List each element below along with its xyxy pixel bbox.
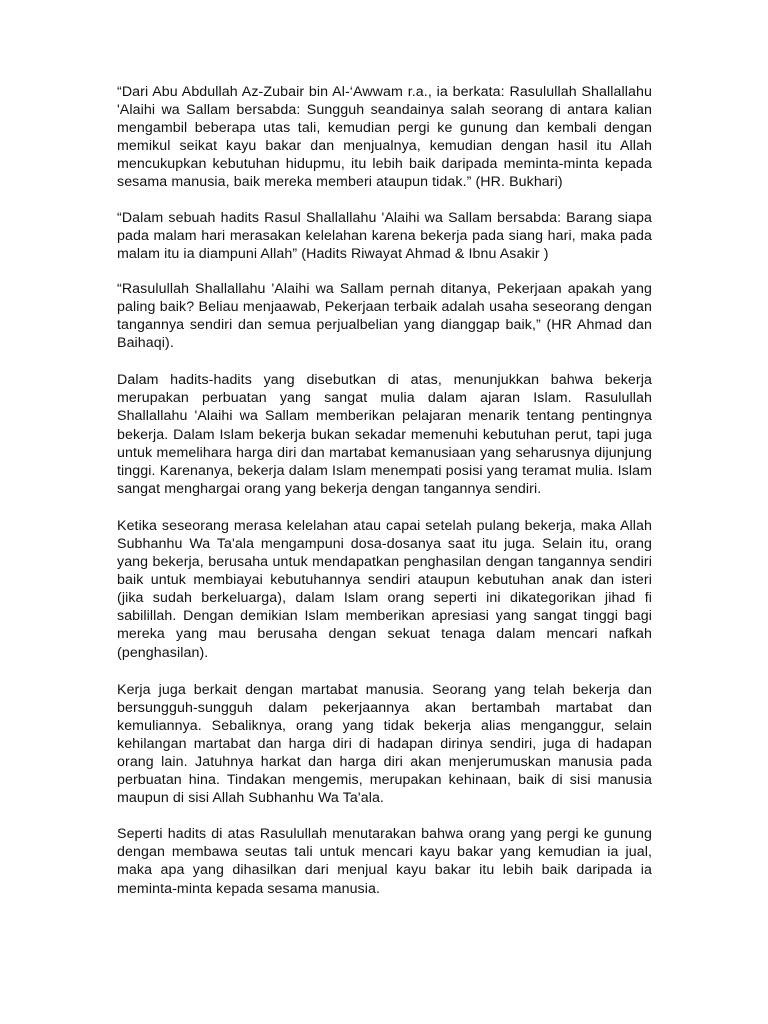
paragraph-explanation-work-noble: Dalam hadits-hadits yang disebutkan di atas, menunjukkan bahwa bekerja merupakan perbuatan yang sangat mulia dalam ajaran Islam. Rasulullah Shallallahu 'Alaihi wa Sallam memberikan pelajaran menarik tentang pentingnya bekerja. Dalam Islam bekerja bukan sekadar memenuhi kebutuhan perut, tapi juga untuk memelihara harga diri dan martabat kemanusiaan yang seharusnya dijunjung tinggi. Karenanya, bekerja dalam Islam menempati posisi yang teramat mulia. Islam sangat menghargai orang yang bekerja dengan tangannya sendiri. — [117, 372, 652, 497]
paragraph-hadith-ahmad-baihaqi: “Rasulullah Shallallahu 'Alaihi wa Sallam pernah ditanya, Pekerjaan apakah yang paling baik? Beliau menjaawab, Pekerjaan terbaik adalah usaha seseorang dengan tangannya sendiri dan semua perjualbelian yang dianggap baik,” (HR Ahmad dan Baihaqi). — [117, 280, 652, 352]
paragraph-hadith-ahmad-asakir: “Dalam sebuah hadits Rasul Shallallahu 'Alaihi wa Sallam bersabda: Barang siapa pada malam hari merasakan kelelahan karena bekerja pada siang hari, maka pada malam itu ia diampuni Allah” (Hadits Riwayat Ahmad & Ibnu Asakir ) — [117, 209, 652, 262]
paragraph-explanation-forgiveness: Ketika seseorang merasa kelelahan atau capai setelah pulang bekerja, maka Allah Subhanhu Wa Ta'ala mengampuni dosa-dosanya saat itu juga. Selain itu, orang yang bekerja, berusaha untuk mendapatkan penghasilan dengan tangannya sendiri baik untuk membiayai kebutuhannya sendiri ataupun kebutuhan anak dan isteri (jika sudah berkeluarga), dalam Islam orang seperti ini dikategorikan jihad fi sabilillah. Dengan demikian Islam memberikan apresiasi yang sangat tinggi bagi mereka yang mau berusaha dengan sekuat tenaga dalam mencari nafkah (penghasilan). — [117, 517, 652, 661]
document-page — [117, 83, 652, 916]
paragraph-hadith-bukhari: “Dari Abu Abdullah Az-Zubair bin Al-‘Awwam r.a., ia berkata: Rasulullah Shallallahu 'Alaihi wa Sallam bersabda: Sungguh seandainya salah seorang di antara kalian mengambil beberapa utas tali, kemudian pergi ke gunung dan kembali dengan memikul seikat kayu bakar dan menjualnya, kemudian dengan hasil itu Allah mencukupkan kebutuhan hidupmu, itu lebih baik daripada meminta-minta kepada sesama manusia, baik mereka memberi ataupun tidak.” (HR. Bukhari) — [117, 84, 652, 191]
paragraph-explanation-dignity: Kerja juga berkait dengan martabat manusia. Seorang yang telah bekerja dan bersungguh-sungguh dalam pekerjaannya akan bertambah martabat dan kemuliannya. Sebaliknya, orang yang tidak bekerja alias menganggur, selain kehilangan martabat dan harga diri di hadapan dirinya sendiri, juga di hadapan orang lain. Jatuhnya harkat dan harga diri akan menjerumuskan manusia pada perbuatan hina. Tindakan mengemis, merupakan kehinaan, baik di sisi manusia maupun di sisi Allah Subhanhu Wa Ta'ala. — [117, 681, 652, 807]
paragraph-conclusion: Seperti hadits di atas Rasulullah menutarakan bahwa orang yang pergi ke gunung dengan membawa seutas tali untuk mencari kayu bakar yang kemudian ia jual, maka apa yang dihasilkan dari menjual kayu bakar itu lebih baik daripada ia meminta-minta kepada sesama manusia. — [117, 826, 652, 897]
